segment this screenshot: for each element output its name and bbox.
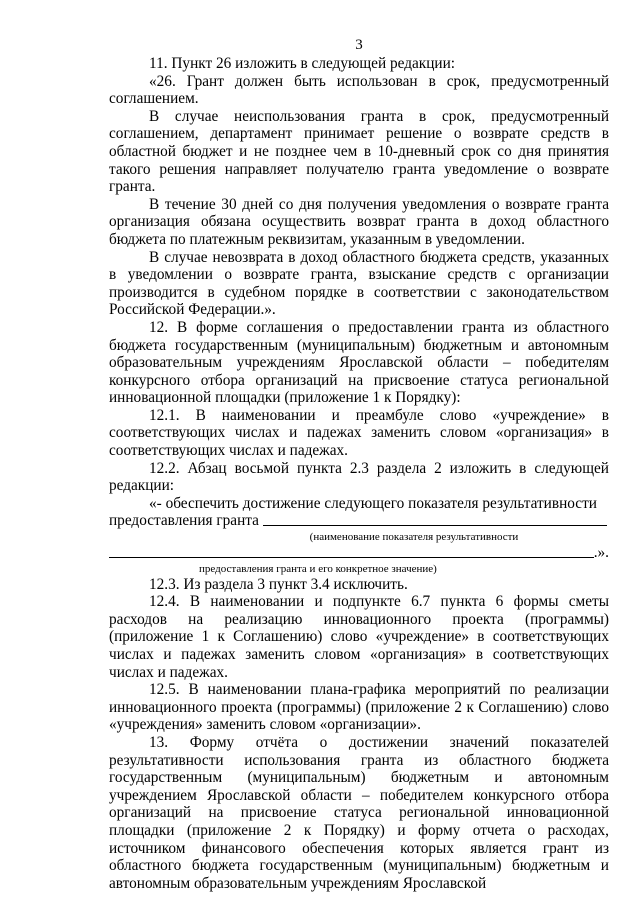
fill-in-label: предоставления гранта (109, 512, 259, 530)
caption-indicator-value: предоставления гранта и его конкретное значение) (199, 562, 437, 575)
fill-in-line-indicator (109, 512, 609, 530)
paragraph-item-12-1: 12.1. В наименовании и преамбуле слово «учреждение» в соответствующих числах и падежах заменить словом «организация» в соответствующих числах и падежах. (109, 406, 609, 460)
caption-indicator-name: (наименование показателя результативности (309, 531, 519, 544)
fill-in-line-value (109, 544, 609, 562)
paragraph-item-26-quote: «26. Грант должен быть использован в срок, предусмотренный соглашением. (109, 72, 609, 108)
paragraph-item-12-5: 12.5. В наименовании плана-графика мероприятий по реализации инновационного проекта (программы) (приложение 2 к Соглашению) слово «учреждения» заменить словом «организации». (109, 681, 609, 734)
fill-in-underline-full (109, 557, 594, 558)
paragraph-item-12-4: 12.4. В наименовании и подпункте 6.7 пункта 6 формы сметы расходов на реализацию инновационного проекта (программы) (приложение 1 к Соглашению) слово «учреждение» в соответствующих числах и падежах заменить словом «организация» в соответствующих числах и падежах. (109, 593, 609, 681)
paragraph-nonreturn: В случае невозврата в доход областного бюджета средств, указанных в уведомлении о возврате гранта, взыскание средств с организации производится в судебном порядке в соответствии с законодательством Российской Федерации.». (109, 248, 609, 319)
paragraph-30-days: В течение 30 дней со дня получения уведомления о возврате гранта организация обязана осуществить возврат гранта в доход областного бюджета по платежным реквизитам, указанным в уведомлении. (109, 195, 609, 248)
paragraph-noncompliance: В случае неиспользования гранта в срок, предусмотренный соглашением, департамент принимает решение о возврате средств в областной бюджет и не позднее чем в 10-дневный срок со дня принятия такого решения направляет получателю гранта уведомление о возврате гранта. (109, 107, 609, 196)
paragraph-item-12-2-quote: «- обеспечить достижение следующего показателя результативности (149, 494, 597, 512)
fill-in-line-end: .». (593, 544, 609, 562)
paragraph-item-12-3: 12.3. Из раздела 3 пункт 3.4 исключить. (149, 575, 408, 593)
page-number: 3 (355, 37, 363, 53)
fill-in-underline (263, 525, 607, 526)
paragraph-item-13: 13. Форму отчёта о достижении значений показателей результативности использования гранта из областного бюджета государственным (муниципальным) бюджетным и автономным учреждением Ярославской области – победителем конкурсного отбора организаций на присвоение статуса региональной инновационной площадки (приложение 2 к Порядку) и форму отчета о расходах, источником финансового обеспечения которых является грант из областного бюджета государственным (муниципальным) бюджетным и автономным образовательным учреждениям Ярославской (109, 733, 609, 892)
paragraph-item-12: 12. В форме соглашения о предоставлении гранта из областного бюджета государственным (муниципальным) бюджетным и автономным образовательным учреждениям Ярославской области – победителям конкурсного отбора организаций на присвоение статуса региональной инновационной площадки (приложение 1 к Порядку): (109, 318, 609, 407)
paragraph-item-12-2: 12.2. Абзац восьмой пункта 2.3 раздела 2 изложить в следующей редакции: (109, 459, 609, 495)
paragraph-item-11: 11. Пункт 26 изложить в следующей редакции: (149, 55, 456, 72)
